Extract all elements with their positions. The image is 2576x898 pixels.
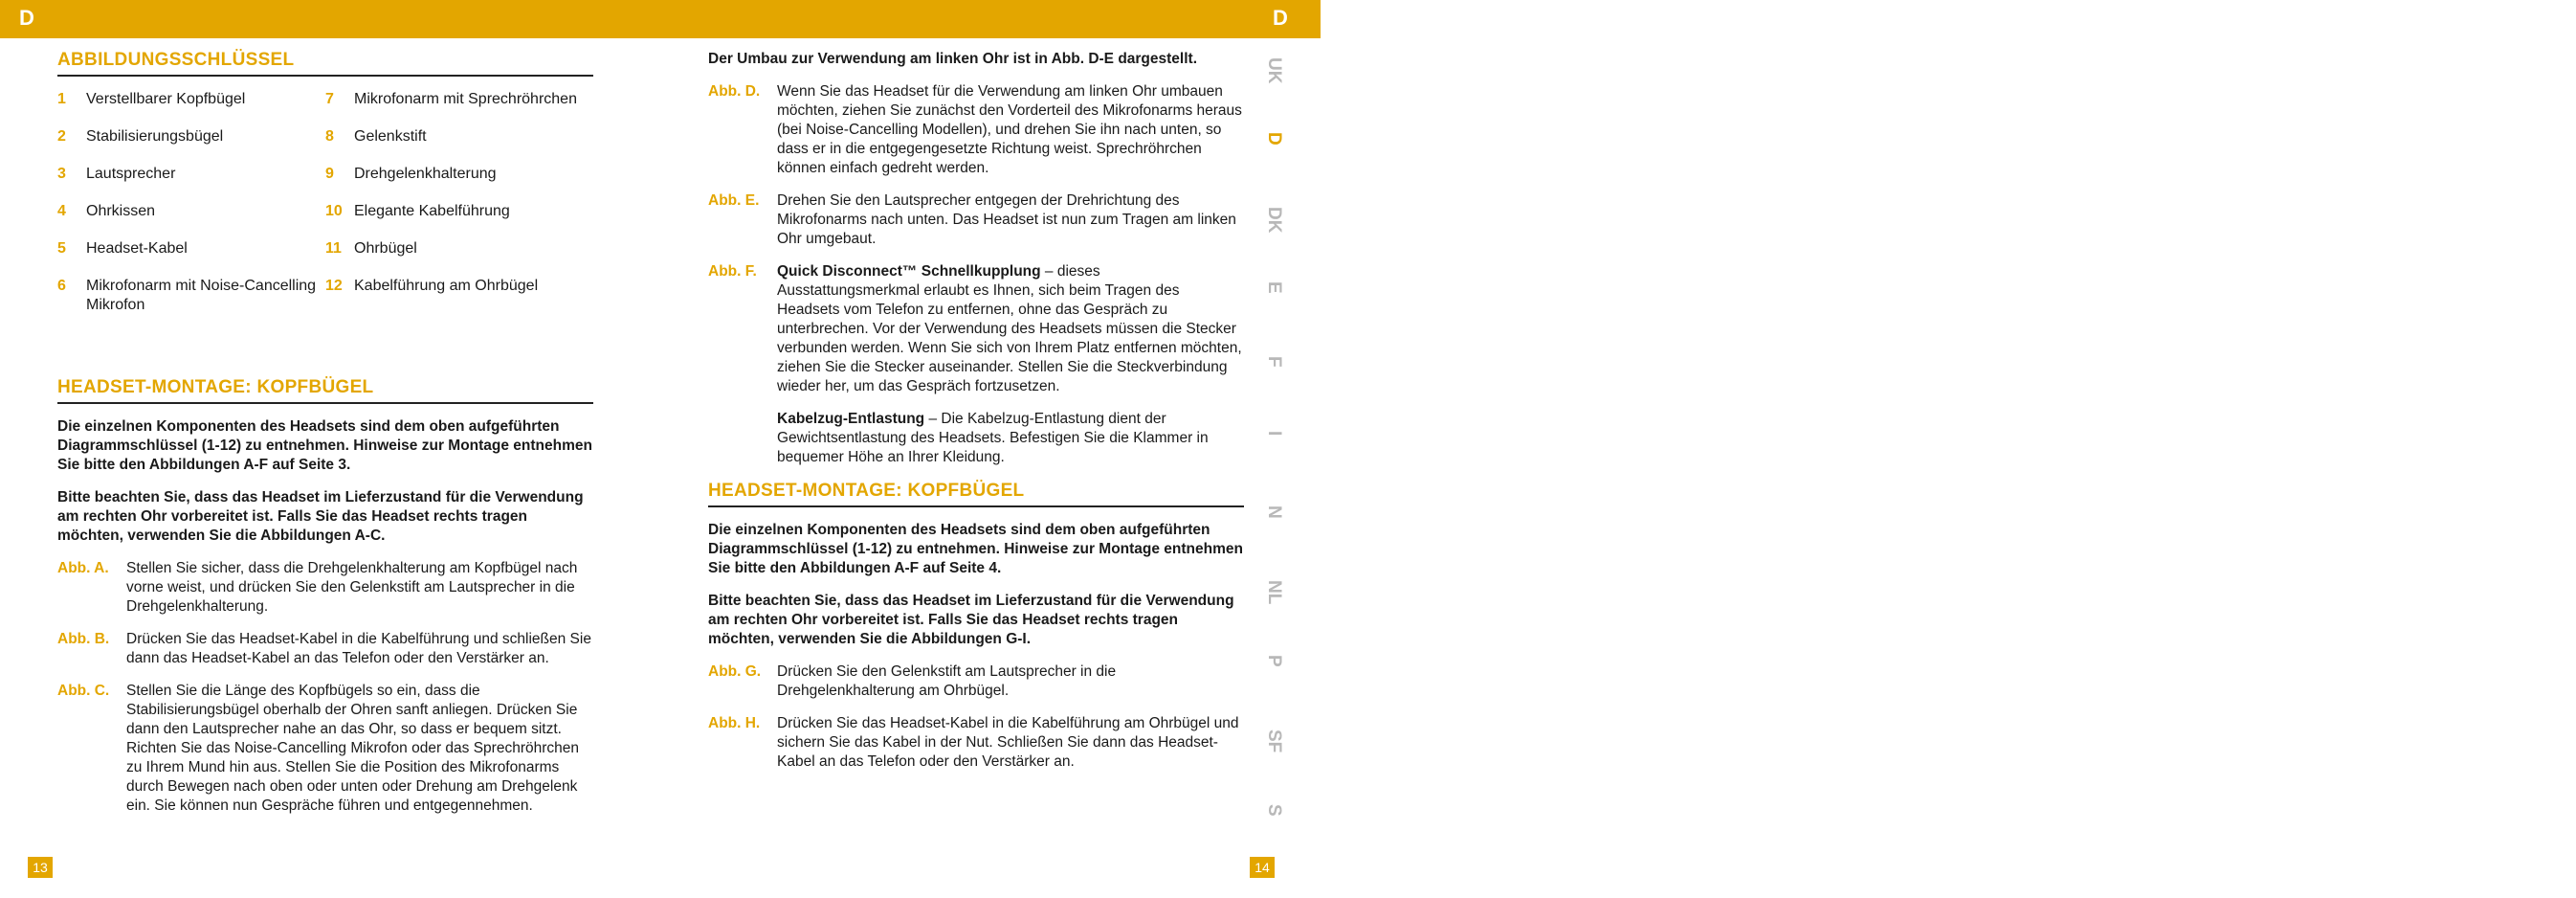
lang-tab-uk[interactable]: UK: [1264, 57, 1284, 84]
key-column-2: [325, 90, 593, 333]
page-number-right: 14: [1250, 857, 1275, 878]
lang-tab-e[interactable]: E: [1264, 281, 1284, 294]
lang-tab-d[interactable]: D: [1264, 132, 1284, 146]
key-item: [57, 239, 325, 258]
key-label: Lautsprecher: [86, 166, 176, 182]
step-tag: Abb. D.: [708, 83, 761, 100]
step-text: Stellen Sie sicher, dass die Drehgelenkhalterung am Kopfbügel nach vorne weist, und drücken Sie den Gelenkstift am Lautsprecher in die Drehgelenkhalterung.: [126, 560, 578, 615]
step-tag: Abb. E.: [708, 192, 760, 209]
figure-key: [57, 90, 593, 333]
quick-disconnect-text: – dieses Ausstattungsmerkmal erlaubt es Ihnen, sich beim Tragen des Headsets vom Telefon zu entfernen, ohne das Gespräch zu unterbrechen. Vor der Verwendung des Headsets müssen die Stecker verbunden werden. Wenn Sie sich von Ihrem Platz entfernen möchten, ziehen Sie die Stecker auseinander. Stellen Sie die Steckverbindung wieder her, um das Gespräch fortzusetzen.: [777, 263, 1242, 394]
key-number: 7: [325, 91, 334, 107]
key-number: 11: [325, 240, 342, 257]
page-number-left: 13: [28, 857, 53, 878]
intro-paragraph-2: Die einzelnen Komponenten des Headsets sind dem oben aufgeführten Diagrammschlüssel (1-12) zu entnehmen. Hinweise zur Montage entnehmen Sie bitte den Abbildungen A-F auf Seite 4.: [708, 522, 1243, 576]
step-tag: Abb. B.: [57, 631, 110, 647]
key-item: [57, 90, 325, 109]
key-item: [325, 202, 593, 221]
step-c: [57, 682, 593, 816]
key-label: Verstellbarer Kopfbügel: [86, 91, 246, 107]
strain-relief-body: – Die Kabelzug-Entlastung dient der Gewichtsentlastung des Headsets. Befestigen Sie die Klammer in bequemer Höhe an Ihrer Kleidung.: [777, 411, 1209, 465]
key-number: 10: [325, 203, 343, 219]
key-number: 3: [57, 166, 66, 182]
step-b: [57, 630, 593, 668]
left-language-label: D: [19, 6, 34, 30]
assembly-heading: HEADSET-MONTAGE: KOPFBÜGEL: [57, 377, 593, 404]
step-g: [708, 662, 1244, 701]
step-text: [777, 262, 1244, 396]
right-page: [708, 50, 1244, 785]
left-ear-intro: Der Umbau zur Verwendung am linken Ohr ist in Abb. D-E dargestellt.: [708, 51, 1198, 67]
key-item: [325, 239, 593, 258]
top-bar: [0, 0, 1321, 38]
lang-tab-n[interactable]: N: [1264, 505, 1284, 519]
step-f: [708, 262, 1244, 396]
step-text: Wenn Sie das Headset für die Verwendung am linken Ohr umbauen möchten, ziehen Sie zunächst den Vorderteil des Mikrofonarms heraus (bei Noise-Cancelling Modellen), und drehen Sie ihn nach unten, so dass er in die entgegengesetzte Richtung weist. Sprechröhrchen können einfach gedreht werden.: [777, 83, 1242, 176]
step-tag: Abb. A.: [57, 560, 109, 576]
key-heading: ABBILDUNGSSCHLÜSSEL: [57, 50, 593, 77]
quick-disconnect-title: Quick Disconnect™ Schnellkupplung: [777, 263, 1041, 280]
step-a: [57, 559, 593, 617]
key-item: [57, 165, 325, 184]
lang-tab-dk[interactable]: DK: [1264, 207, 1284, 234]
lang-tab-nl[interactable]: NL: [1264, 580, 1284, 605]
key-label: Mikrofonarm mit Sprechröhrchen: [354, 91, 577, 107]
step-text: Stellen Sie die Länge des Kopfbügels so ein, dass die Stabilisierungsbügel oberhalb der Ohren sanft anliegen. Drücken Sie dann den Lautsprecher nahe an das Ohr, so dass er bequem sitzt. Richten Sie das Noise-Cancelling Mikrofon oder das Sprechröhrchen zu Ihrem Mund hin aus. Stellen Sie die Position des Mikrofonarms durch Bewegen nach oben oder unten oder Drehung am Drehgelenk ein. Sie können nun Gespräche führen und entgegennehmen.: [126, 683, 579, 814]
key-number: 5: [57, 240, 66, 257]
step-tag: Abb. H.: [708, 715, 761, 731]
step-d: [708, 82, 1244, 178]
key-item: [57, 127, 325, 146]
step-text: Drücken Sie das Headset-Kabel in die Kabelführung am Ohrbügel und sichern Sie das Kabel in der Nut. Schließen Sie dann das Headset-Kabel an das Telefon oder den Verstärker an.: [777, 715, 1239, 770]
step-tag: Abb. C.: [57, 683, 110, 699]
key-label: Headset-Kabel: [86, 240, 188, 257]
lang-tab-s[interactable]: S: [1264, 804, 1284, 817]
key-item: [325, 90, 593, 109]
key-number: 1: [57, 91, 66, 107]
language-sidebar: [1263, 57, 1298, 879]
right-language-label: D: [1273, 6, 1288, 30]
key-label: Stabilisierungsbügel: [86, 128, 224, 145]
key-item: [57, 277, 325, 315]
key-number: 6: [57, 278, 66, 294]
key-item: [325, 277, 593, 296]
left-page: [57, 50, 593, 829]
note-paragraph: Bitte beachten Sie, dass das Headset im Lieferzustand für die Verwendung am rechten Ohr vorbereitet ist. Falls Sie das Headset rechts tragen möchten, verwenden Sie die Abbildungen A-C.: [57, 489, 584, 544]
key-number: 12: [325, 278, 343, 294]
step-text: Drücken Sie das Headset-Kabel in die Kabelführung und schließen Sie dann das Headset-Kabel an das Telefon oder den Verstärker an.: [126, 631, 591, 666]
key-label: Gelenkstift: [354, 128, 427, 145]
intro-paragraph: Die einzelnen Komponenten des Headsets sind dem oben aufgeführten Diagrammschlüssel (1-12) zu entnehmen. Hinweise zur Montage entnehmen Sie bitte den Abbildungen A-F auf Seite 3.: [57, 418, 592, 473]
lang-tab-sf[interactable]: SF: [1264, 730, 1284, 753]
key-number: 4: [57, 203, 66, 219]
key-item: [57, 202, 325, 221]
key-label: Ohrkissen: [86, 203, 156, 219]
key-number: 9: [325, 166, 334, 182]
key-number: 2: [57, 128, 66, 145]
step-h: [708, 714, 1244, 772]
step-tag: Abb. F.: [708, 263, 757, 280]
step-tag: Abb. G.: [708, 663, 762, 680]
key-label: Mikrofonarm mit Noise-Cancelling Mikrofon: [86, 278, 317, 313]
key-item: [325, 127, 593, 146]
lang-tab-p[interactable]: P: [1264, 655, 1284, 667]
strain-relief-text: [777, 410, 1244, 467]
step-e: [708, 191, 1244, 249]
step-text: Drücken Sie den Gelenkstift am Lautsprecher in die Drehgelenkhalterung am Ohrbügel.: [777, 663, 1117, 699]
key-label: Drehgelenkhalterung: [354, 166, 497, 182]
key-label: Elegante Kabelführung: [354, 203, 510, 219]
key-column-1: [57, 90, 325, 333]
key-label: Ohrbügel: [354, 240, 417, 257]
step-text: Drehen Sie den Lautsprecher entgegen der Drehrichtung des Mikrofonarms nach unten. Das Headset ist nun zum Tragen am linken Ohr umgebaut.: [777, 192, 1236, 247]
lang-tab-f[interactable]: F: [1264, 356, 1284, 368]
key-item: [325, 165, 593, 184]
strain-relief: [708, 410, 1244, 467]
strain-relief-title: Kabelzug-Entlastung: [777, 411, 925, 427]
assembly-heading-2: HEADSET-MONTAGE: KOPFBÜGEL: [708, 481, 1244, 507]
key-label: Kabelführung am Ohrbügel: [354, 278, 539, 294]
note-paragraph-2: Bitte beachten Sie, dass das Headset im Lieferzustand für die Verwendung am rechten Ohr vorbereitet ist. Falls Sie das Headset rechts tragen möchten, verwenden Sie die Abbildungen G-I.: [708, 593, 1234, 647]
lang-tab-i[interactable]: I: [1264, 431, 1284, 437]
key-number: 8: [325, 128, 334, 145]
